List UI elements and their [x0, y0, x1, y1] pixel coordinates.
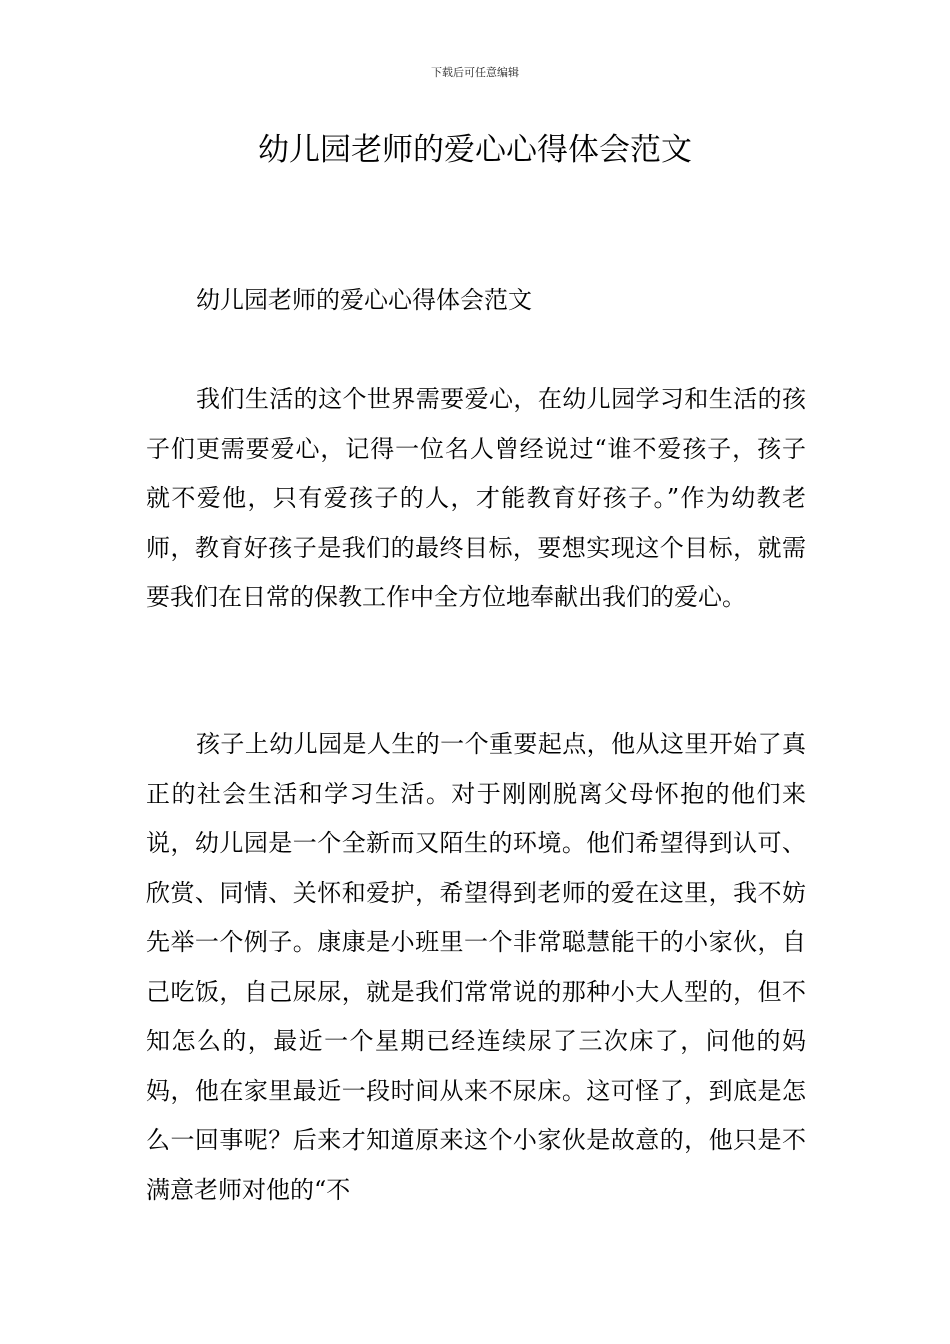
paragraph-1: 我们生活的这个世界需要爱心，在幼儿园学习和生活的孩子们更需要爱心，记得一位名人曾经说过“谁不爱孩子，孩子就不爱他，只有爱孩子的人，才能教育好孩子。”作为幼教老师，教育好孩子是我们的最终目标，要想实现这个目标，就需要我们在日常的保教工作中全方位地奉献出我们的爱心。: [146, 385, 806, 611]
document-subtitle: 幼儿园老师的爱心心得体会范文: [196, 286, 532, 314]
paragraph-2: 孩子上幼儿园是人生的一个重要起点，他从这里开始了真正的社会生活和学习生活。对于刚刚脱离父母怀抱的他们来说，幼儿园是一个全新而又陌生的环境。他们希望得到认可、欣赏、同情、关怀和爱护，希望得到老师的爱在这里，我不妨先举一个例子。康康是小班里一个非常聪慧能干的小家伙，自己吃饭，自己尿尿，就是我们常常说的那种小大人型的，但不知怎么的，最近一个星期已经连续尿了三次床了，问他的妈妈，他在家里最近一段时间从来不尿床。这可怪了，到底是怎么一回事呢？后来才知道原来这个小家伙是故意的，他只是不满意老师对他的“不: [146, 730, 806, 1204]
header-note: 下载后可任意编辑: [431, 66, 519, 79]
document-title: 幼儿园老师的爱心心得体会范文: [258, 132, 692, 168]
